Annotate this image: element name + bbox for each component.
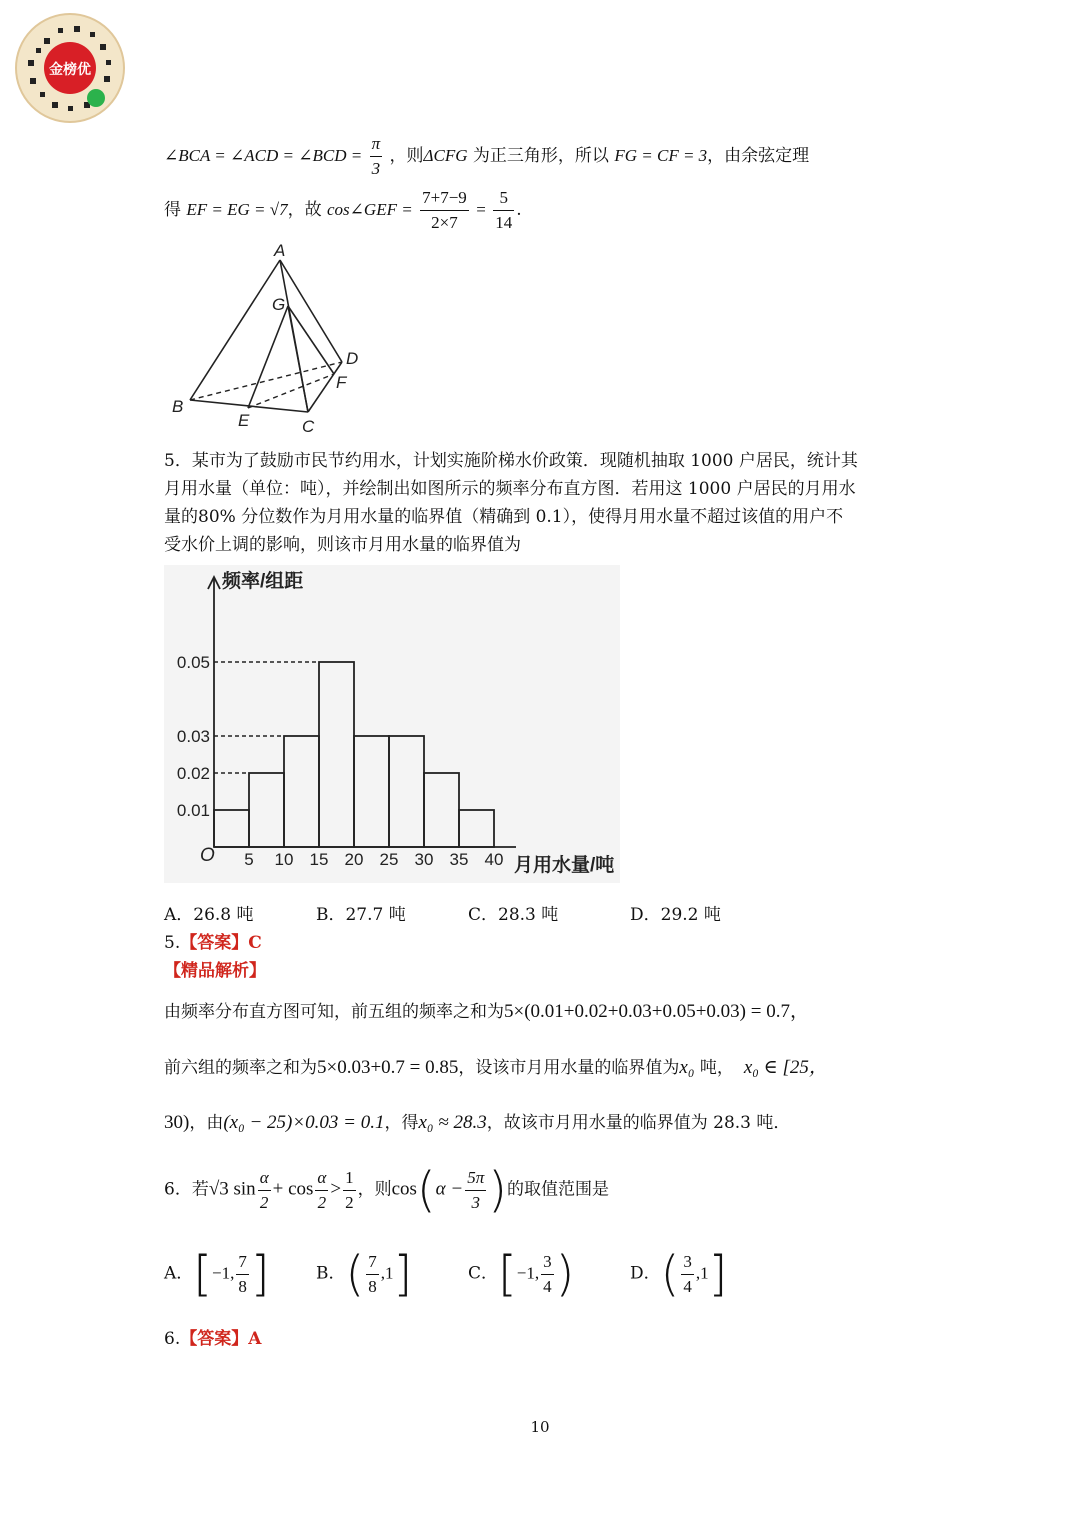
y-tick-label: 0.05	[176, 653, 210, 672]
x-tick-label: 15	[309, 850, 329, 869]
label-D: D	[346, 349, 359, 368]
origin-label: O	[200, 845, 215, 866]
x-axis-label: 月用水量/吨	[514, 855, 615, 876]
frac-cos-1: $\frac{7+7-9}{2\times 7}$	[422, 188, 467, 232]
pi-over-3: $\frac{\pi}{3}$	[371, 134, 381, 178]
q6-option-d[interactable]: D．( $\frac{3}{4}$ ,1]	[630, 1246, 728, 1302]
label-F: F	[336, 373, 347, 392]
q5-line-2: 月用水量（单位：吨），并绘制出如图所示的频率分布直方图．若用这 1000 户居民的月用水	[164, 479, 856, 499]
q5-solution-2: 前六组的频率之和为5×0.03+0.7 = 0.85，设该市月用水量的临界值为x₀ 吨， x₀ ∈ [25，	[164, 1057, 828, 1078]
q6-option-b[interactable]: B．( $\frac{7}{8}$ ,1]	[316, 1246, 413, 1302]
q5-option-c[interactable]: C．28.3 吨	[468, 905, 559, 925]
q5-answer: 5.【答案】C	[164, 933, 262, 953]
q5-line-1: 5．某市为了鼓励市民节约用水，计划实施阶梯水价政策．现随机抽取 1000 户居民，统计其	[164, 451, 858, 471]
q6-answer: 6.【答案】A	[164, 1329, 262, 1349]
x-tick-label: 20	[344, 850, 364, 869]
histogram-bar	[389, 736, 424, 847]
brand-logo	[14, 12, 126, 124]
x-tick-label: 5	[244, 850, 254, 869]
prev-line-1: ∠BCA = ∠ACD = ∠BCD = $\frac{\pi}{3}$ ，则ΔCFG 为正三角形，所以 FG = CF = 3，由余弦定理	[164, 134, 810, 178]
x-tick-label: 40	[484, 850, 504, 869]
q5-solution-3: 30)，由(x₀ − 25)×0.03 = 0.1，得x₀ ≈ 28.3，故该市月用水量的临界值为 28.3 吨．	[164, 1112, 791, 1133]
histogram-bar	[319, 662, 354, 847]
y-axis-label: 频率/组距	[222, 571, 304, 592]
page-number: 10	[530, 1418, 550, 1436]
y-tick-label: 0.01	[176, 801, 210, 820]
y-tick-label: 0.03	[176, 727, 210, 746]
histogram-bar	[459, 810, 494, 847]
histogram-bar	[249, 773, 284, 847]
q5-solution-1: 由频率分布直方图可知，前五组的频率之和为5×(0.01+0.02+0.03+0.05+0.03) = 0.7，	[164, 1001, 809, 1022]
logo-brand: 金榜优	[49, 61, 91, 77]
histogram-bar	[424, 773, 459, 847]
x-tick-label: 25	[379, 850, 399, 869]
x-tick-label: 10	[274, 850, 294, 869]
q6-option-a[interactable]: A．[−1, $\frac{7}{8}$ ]	[164, 1246, 270, 1302]
q6-stem: 6．若√3 sin $\frac{\alpha}{2}$ + cos $\frac{\alpha}{2}$ > $\frac{1}{2}$ ，则cos(α − $\frac{5\pi}{3}$ )的取值范围是	[164, 1162, 609, 1218]
q5-line-3: 量的80% 分位数作为月用水量的临界值（精确到 0.1），使得月用水量不超过该值的用户不	[164, 507, 844, 527]
tetrahedron-figure	[160, 240, 380, 440]
x-tick-label: 30	[414, 850, 434, 869]
label-A: A	[274, 241, 286, 260]
q5-option-b[interactable]: B．27.7 吨	[316, 905, 406, 925]
y-tick-label: 0.02	[176, 764, 210, 783]
q5-line-4: 受水价上调的影响，则该市月用水量的临界值为	[164, 535, 521, 555]
histogram-bar	[284, 736, 319, 847]
label-C: C	[302, 417, 315, 436]
frac-cos-2: $\frac{5}{14}$	[495, 188, 513, 232]
histogram-bar	[354, 736, 389, 847]
angle-eq: ∠BCA = ∠ACD = ∠BCD =	[164, 146, 363, 165]
histogram-chart	[164, 565, 620, 883]
q5-option-d[interactable]: D．29.2 吨	[630, 905, 721, 925]
q5-analysis-label: 【精品解析】	[164, 961, 266, 981]
x-tick-label: 35	[449, 850, 469, 869]
prev-line-2: 得 EF = EG = √7，故 cos∠GEF = $\frac{7+7-9}{2\times 7}$ = $\frac{5}{14}$ .	[164, 188, 522, 232]
label-B: B	[172, 397, 184, 416]
q5-option-a[interactable]: A．26.8 吨	[164, 905, 254, 925]
label-G: G	[272, 295, 286, 314]
label-E: E	[238, 411, 250, 430]
histogram-bar	[214, 810, 249, 847]
q6-option-c[interactable]: C．[−1, $\frac{3}{4}$ )	[468, 1246, 575, 1302]
